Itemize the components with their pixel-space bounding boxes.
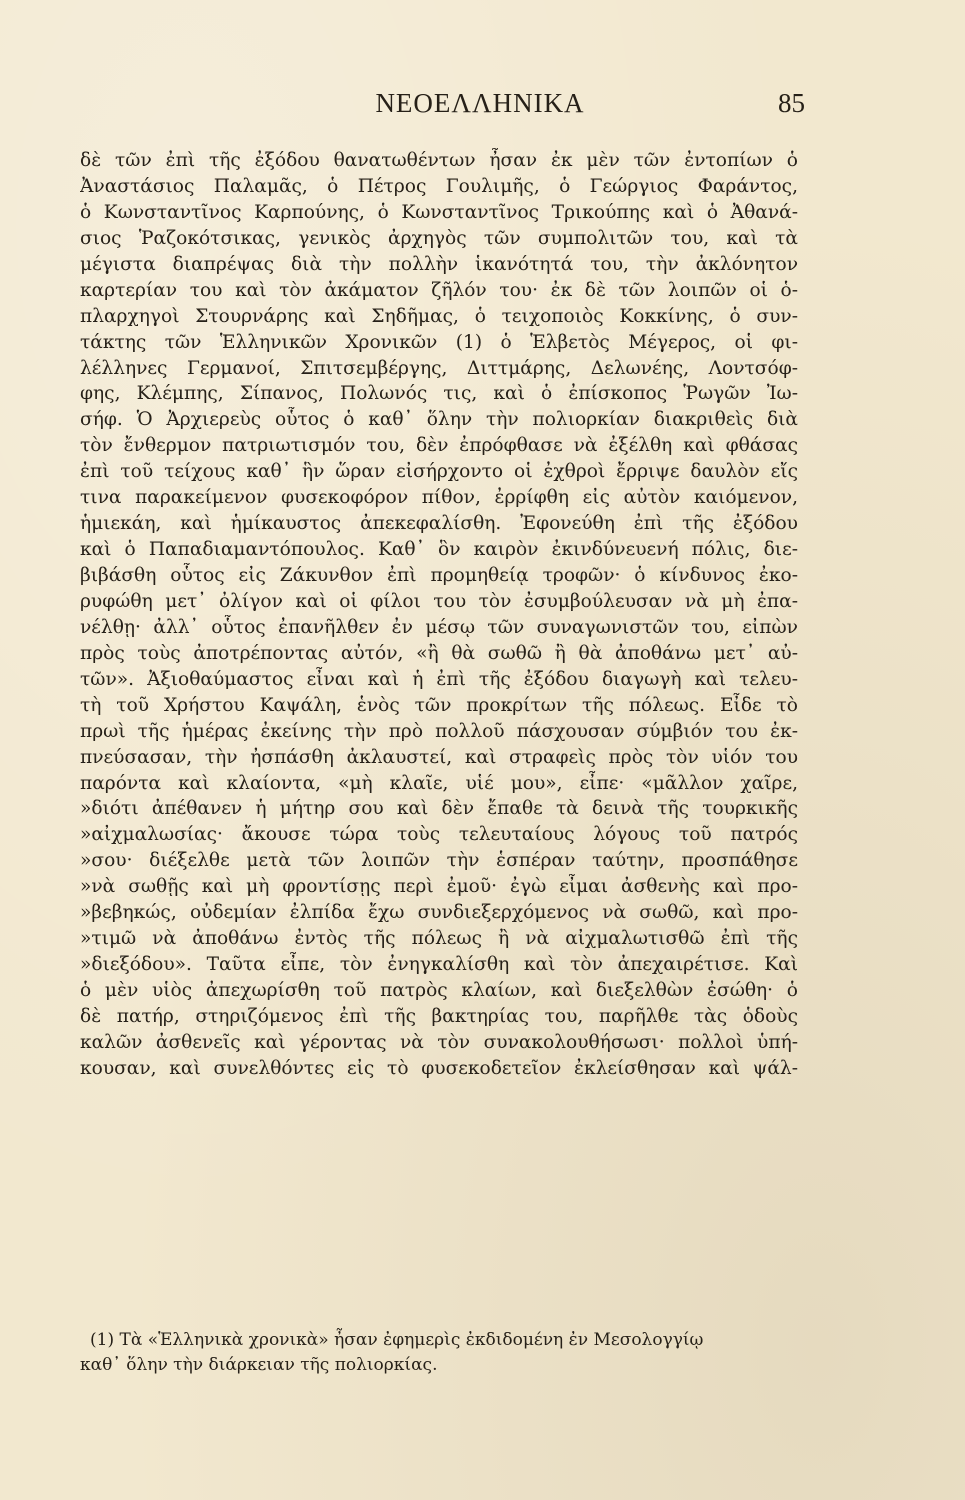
text-line: »τιμῶ νὰ ἀποθάνω ἐντὸς τῆς πόλεως ἢ νὰ αἰχμαλωτισθῶ ἐπὶ τῆς — [80, 928, 798, 950]
text-line: πρωὶ τῆς ἡμέρας ἐκείνης τὴν πρὸ πολλοῦ πάσχουσαν σύμβιόν του ἐκ- — [80, 720, 798, 742]
text-line: τινα παρακείμενον φυσεκοφόρον πίθον, ἐρρίφθη εἰς αὐτὸν καιόμενον, — [80, 487, 798, 509]
text-line: μέγιστα διαπρέψας διὰ τὴν πολλὴν ἱκανότητά του, τὴν ἀκλόνητον — [80, 253, 798, 275]
text-line: πλαρχηγοὶ Στουρνάρης καὶ Σηδῆμας, ὁ τειχοποιὸς Κοκκίνης, ὁ συν- — [80, 305, 798, 327]
text-line: δὲ πατήρ, στηριζόμενος ἐπὶ τῆς βακτηρίας του, παρῆλθε τὰς ὁδοὺς — [80, 1005, 798, 1027]
text-line: »διεξόδου». Ταῦτα εἶπε, τὸν ἐνηγκαλίσθη καὶ τὸν ἀπεχαιρέτισε. Καὶ — [80, 954, 798, 976]
text-line: »διότι ἀπέθανεν ἡ μήτηρ σου καὶ δὲν ἔπαθε τὰ δεινὰ τῆς τουρκικῆς — [80, 798, 798, 820]
body-text — [80, 148, 798, 1082]
text-line: πνεύσασαν, τὴν ἠσπάσθη ἀκλαυστεί, καὶ στραφεὶς πρὸς τὸν υἱόν του — [80, 746, 798, 768]
text-line: φης, Κλέμπης, Σίπανος, Πολωνός τις, καὶ ὁ ἐπίσκοπος Ῥωγῶν Ἰω- — [80, 383, 798, 405]
running-head: ΝΕΟΕΛΛΗΝΙΚΑ — [375, 88, 585, 118]
text-line: νέλθῃ· ἀλλ᾽ οὗτος ἐπανῆλθεν ἐν μέσῳ τῶν συναγωνιστῶν του, εἰπὼν — [80, 616, 798, 638]
text-line: βιβάσθη οὗτος εἰς Ζάκυνθον ἐπὶ προμηθείᾳ τροφῶν· ὁ κίνδυνος ἐκο- — [80, 565, 798, 586]
text-line: καὶ ὁ Παπαδιαμαντόπουλος. Καθ᾽ ὃν καιρὸν ἐκινδύνευενή πόλις, διε- — [80, 539, 798, 561]
footnote — [80, 1328, 798, 1378]
text-line: »βεβηκώς, οὐδεμίαν ἐλπίδα ἔχω συνδιεξερχόμενος νὰ σωθῶ, καὶ προ- — [80, 902, 798, 924]
text-line: σήφ. Ὁ Ἀρχιερεὺς οὗτος ὁ καθ᾽ ὅλην τὴν πολιορκίαν διακριθεὶς διὰ — [80, 409, 798, 431]
text-line: δὲ τῶν ἐπὶ τῆς ἐξόδου θανατωθέντων ἦσαν ἐκ μὲν τῶν ἐντοπίων ὁ — [80, 150, 798, 171]
text-line: τὴ τοῦ Χρήστου Καψάλη, ἑνὸς τῶν προκρίτων τῆς πόλεως. Εἶδε τὸ — [80, 694, 798, 716]
text-line: λέλληνες Γερμανοί, Σπιτσεμβέργης, Διττμάρης, Δελωνέης, Λοντσόφ- — [80, 357, 798, 379]
page-number: 85 — [778, 88, 805, 118]
text-line: τῶν». Ἀξιοθαύμαστος εἶναι καὶ ἡ ἐπὶ τῆς ἐξόδου διαγωγὴ καὶ τελευ- — [80, 668, 798, 690]
text-line: τάκτης τῶν Ἑλληνικῶν Χρονικῶν (1) ὁ Ἑλβετὸς Μέγερος, οἱ φι- — [80, 331, 798, 353]
text-line: κουσαν, καὶ συνελθόντες εἰς τὸ φυσεκοδετεῖον ἐκλείσθησαν καὶ ψάλ- — [80, 1057, 798, 1079]
text-line: πρὸς τοὺς ἀποτρέποντας αὐτόν, «ἢ θὰ σωθῶ ἢ θὰ ἀποθάνω μετ᾽ αὐ- — [80, 642, 798, 664]
text-line: ρυφώθη μετ᾽ ὀλίγον καὶ οἱ φίλοι του τὸν ἐσυμβούλευσαν νὰ μὴ ἐπα- — [80, 590, 798, 612]
text-line: »νὰ σωθῇς καὶ μὴ φροντίσῃς περὶ ἐμοῦ· ἐγὼ εἶμαι ἀσθενὴς καὶ προ- — [80, 876, 798, 898]
page-header — [155, 88, 805, 124]
text-line: »αἰχμαλωσίας· ἄκουσε τώρα τοὺς τελευταίους λόγους τοῦ πατρός — [80, 824, 798, 846]
text-line: ὁ Κωνσταντῖνος Καρπούνης, ὁ Κωνσταντῖνος Τρικούπης καὶ ὁ Ἀθανά- — [80, 201, 798, 223]
text-line: ἐπὶ τοῦ τείχους καθ᾽ ἣν ὥραν εἰσήρχοντο οἱ ἐχθροὶ ἔρριψε δαυλὸν εἴς — [80, 461, 798, 483]
text-line: τὸν ἔνθερμον πατριωτισμόν του, δὲν ἐπρόφθασε νὰ ἐξέλθη καὶ φθάσας — [80, 435, 798, 457]
text-line: »σου· διέξελθε μετὰ τῶν λοιπῶν τὴν ἑσπέραν ταύτην, προσπάθησε — [80, 850, 798, 872]
text-line: ἡμιεκάη, καὶ ἡμίκαυστος ἀπεκεφαλίσθη. Ἐφονεύθη ἐπὶ τῆς ἐξόδου — [80, 513, 798, 535]
text-line: Ἀναστάσιος Παλαμᾶς, ὁ Πέτρος Γουλιμῆς, ὁ Γεώργιος Φαράντος, — [80, 175, 798, 197]
text-line: σιος Ῥαζοκότσικας, γενικὸς ἀρχηγὸς τῶν συμπολιτῶν του, καὶ τὰ — [80, 227, 798, 249]
text-line: καλῶν ἀσθενεῖς καὶ γέροντας νὰ τὸν συνακολουθήσωσι· πολλοὶ ὑπή- — [80, 1031, 798, 1053]
text-line: παρόντα καὶ κλαίοντα, «μὴ κλαῖε, υἱέ μου», εἶπε· «μᾶλλον χαῖρε, — [80, 772, 798, 794]
text-line: ὁ μὲν υἱὸς ἀπεχωρίσθη τοῦ πατρὸς κλαίων, καὶ διεξελθὼν ἐσώθη· ὁ — [80, 980, 798, 1001]
footnote-line: καθ᾽ ὅλην τὴν διάρκειαν τῆς πολιορκίας. — [80, 1355, 438, 1375]
text-line: καρτερίαν του καὶ τὸν ἀκάματον ζῆλόν του· ἐκ δὲ τῶν λοιπῶν οἱ ὁ- — [80, 279, 798, 301]
footnote-line: (1) Τὰ «Ἑλληνικὰ χρονικὰ» ἦσαν ἐφημερὶς ἐκδιδομένη ἐν Μεσολογγίῳ — [90, 1330, 704, 1350]
